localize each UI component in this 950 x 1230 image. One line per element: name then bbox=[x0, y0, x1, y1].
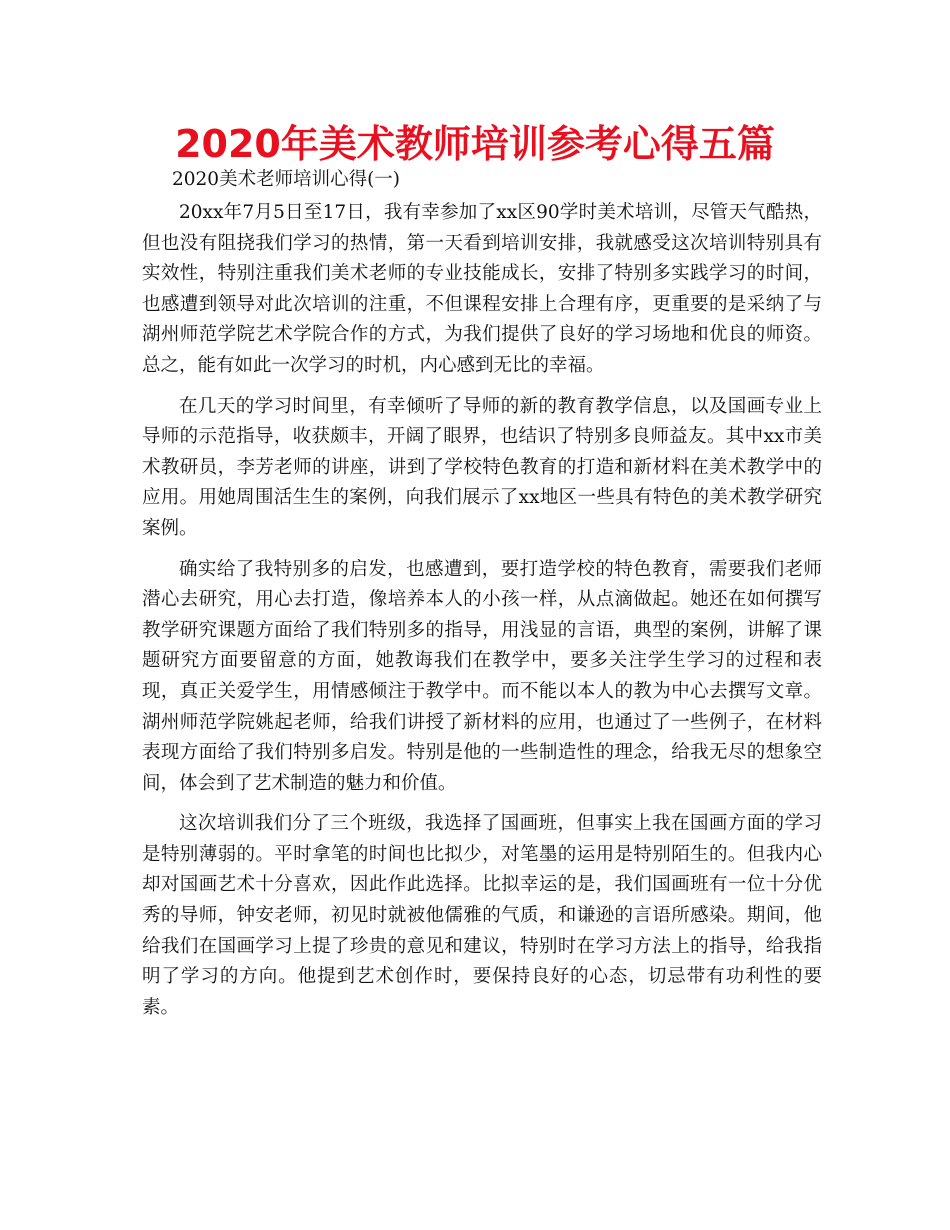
document-title: 2020年美术教师培训参考心得五篇 bbox=[175, 122, 775, 166]
document-body bbox=[142, 166, 822, 1023]
paragraph-2: 在几天的学习时间里，有幸倾听了导师的新的教育教学信息，以及国画专业上导师的示范指导，收获颇丰，开阔了眼界，也结识了特别多良师益友。其中xx市美术教研员，李芳老师的讲座，讲到了学校特色教育的打造和新材料在美术教学中的应用。用她周围活生生的案例，向我们展示了xx地区一些具有特色的美术教学研究案例。 bbox=[142, 395, 822, 539]
paragraph-3: 确实给了我特别多的启发，也感遭到，要打造学校的特色教育，需要我们老师潜心去研究，用心去打造，像培养本人的小孩一样，从点滴做起。她还在如何撰写教学研究课题方面给了我们特别多的指导，用浅显的言语，典型的案例，讲解了课题研究方面要留意的方面，她教诲我们在教学中，要多关注学生学习的过程和表现，真正关爱学生，用情感倾注于教学中。而不能以本人的教为中心去撰写文章。湖州师范学院姚起老师，给我们讲授了新材料的应用，也通过了一些例子，在材料表现方面给了我们特别多启发。特别是他的一些制造性的理念，给我无尽的想象空间，体会到了艺术制造的魅力和价值。 bbox=[142, 558, 822, 794]
section-heading: 2020美术老师培训心得(一) bbox=[172, 169, 401, 190]
paragraph-1: 20xx年7月5日至17日，我有幸参加了xx区90学时美术培训，尽管天气酷热，但也没有阻挠我们学习的热情，第一天看到培训安排，我就感受这次培训特别具有实效性，特别注重我们美术老师的专业技能成长，安排了特别多实践学习的时间，也感遭到领导对此次培训的注重，不但课程安排上合理有序，更重要的是采纳了与湖州师范学院艺术学院合作的方式，为我们提供了良好的学习场地和优良的师资。总之，能有如此一次学习的时机，内心感到无比的幸福。 bbox=[142, 202, 822, 376]
paragraph-4: 这次培训我们分了三个班级，我选择了国画班，但事实上我在国画方面的学习是特别薄弱的。平时拿笔的时间也比拟少，对笔墨的运用是特别陌生的。但我内心却对国画艺术十分喜欢，因此作此选择。比拟幸运的是，我们国画班有一位十分优秀的导师，钟安老师，初见时就被他儒雅的气质，和谦逊的言语所感染。期间，他给我们在国画学习上提了珍贵的意见和建议，特别时在学习方法上的指导，给我指明了学习的方向。他提到艺术创作时，要保持良好的心态，切忌带有功利性的要素。 bbox=[142, 813, 822, 1018]
